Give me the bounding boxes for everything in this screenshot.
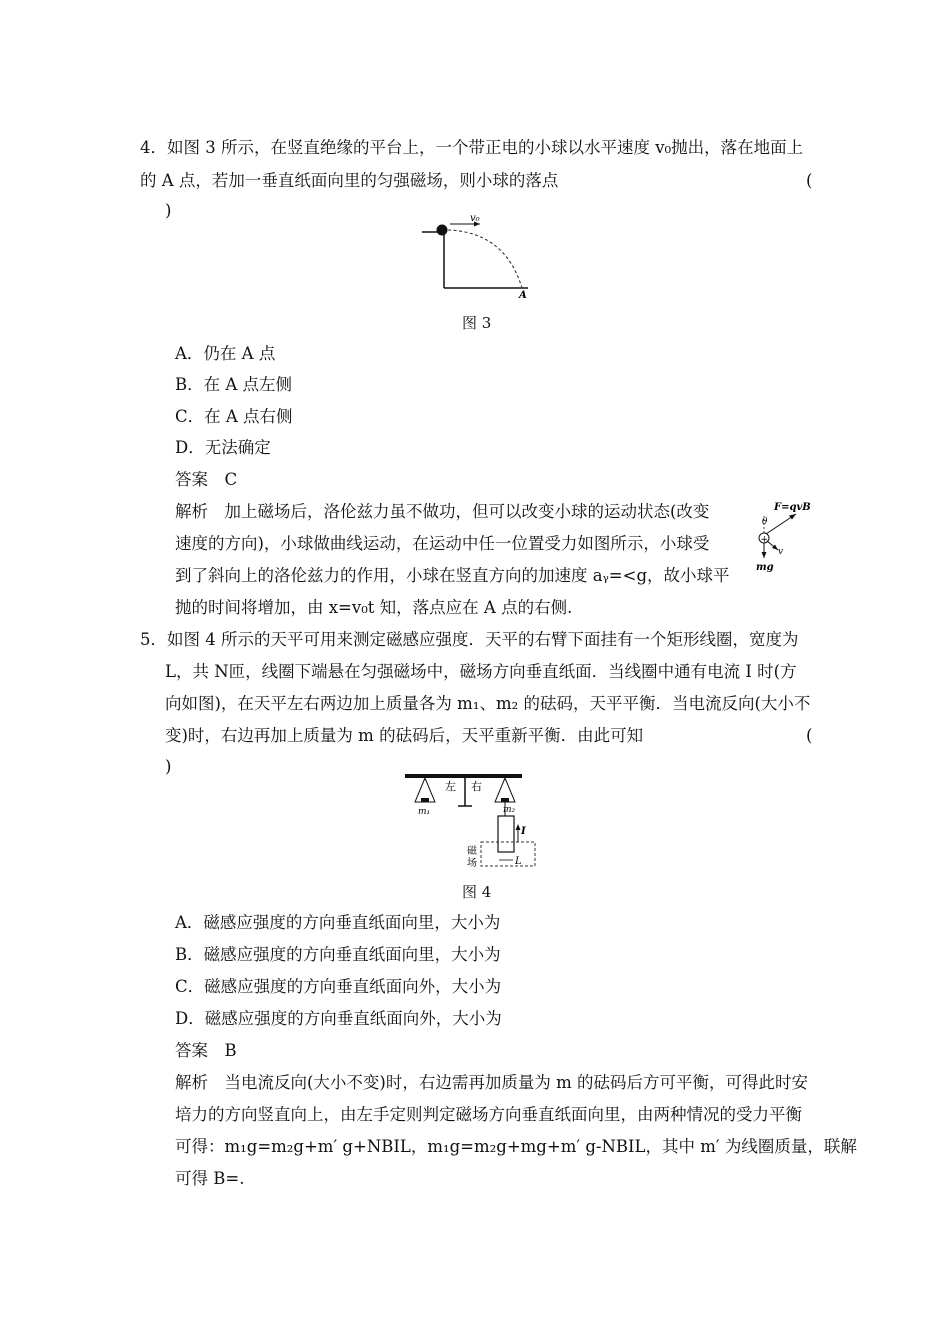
q5-answer: 答案 B [175,1041,237,1060]
q5-stem-line-2: L，共 N匝，线圈下端悬在匀强磁场中，磁场方向垂直纸面．当线圈中通有电流 I 时(方 [165,662,797,681]
q5-analysis-line-2: 培力的方向竖直向上，由左手定则判定磁场方向垂直纸面向里，由两种情况的受力平衡 [175,1105,802,1124]
mass-m2-label: m₂ [503,805,516,815]
mass-m1-label: m₁ [418,807,431,817]
q4-option-b: B．在 A 点左侧 [175,375,293,394]
q5-option-b: B．磁感应强度的方向垂直纸面向里，大小为 [175,945,501,964]
figure-3-projectile-diagram [420,212,540,300]
right-pan-label: 右 [471,780,482,793]
q5-analysis-line-1: 解析 当电流反向(大小不变)时，右边需再加质量为 m 的砝码后方可平衡，可得此时安 [175,1073,809,1092]
q5-analysis-line-4: 可得 B=. [175,1169,245,1188]
q4-analysis-line-2: 速度的方向)，小球做曲线运动，在运动中任一位置受力如图所示，小球受 [175,534,710,553]
force-diagram [752,498,824,578]
figure-3-caption: 图 3 [462,314,492,332]
rectangular-coil [498,816,514,852]
theta-label: θ [762,517,768,527]
q4-answer: 答案 C [175,470,238,489]
q4-analysis-line-4: 抛的时间将增加，由 x=v₀t 知，落点应在 A 点的右侧. [175,598,573,617]
q4-stem-line-1: 4．如图 3 所示，在竖直绝缘的平台上，一个带正电的小球以水平速度 v₀抛出，落在地面上 [140,138,804,157]
q5-paren-close: ) [165,757,172,776]
figure-4-balance-diagram [405,772,545,872]
velocity-label: v [778,547,784,557]
gravity-label: mg [756,562,774,573]
width-label: L [515,856,522,867]
ball [437,225,448,236]
left-pan-label: 左 [445,780,456,793]
q4-option-c: C．在 A 点右侧 [175,407,293,426]
current-label: I [521,826,526,837]
q4-analysis-line-1: 解析 加上磁场后，洛伦兹力虽不做功，但可以改变小球的运动状态(改变 [175,502,710,521]
lorentz-force-label: F=qvB [774,502,811,513]
q4-paren-close: ) [165,201,172,220]
q4-analysis-line-3: 到了斜向上的洛伦兹力的作用，小球在竖直方向的加速度 aᵧ=<g，故小球平 [175,566,730,585]
figure-4-caption: 图 4 [462,883,492,901]
q5-option-c: C．磁感应强度的方向垂直纸面向外，大小为 [175,977,502,996]
q5-stem-line-4: 变)时，右边再加上质量为 m 的砝码后，天平重新平衡．由此可知 [165,726,644,745]
q5-option-a: A．磁感应强度的方向垂直纸面向里，大小为 [175,913,501,932]
q5-stem-line-3: 向如图)，在天平左右两边加上质量各为 m₁、m₂ 的砝码，天平平衡．当电流反向(大小不 [165,694,811,713]
q5-paren-open: ( [806,726,813,745]
q4-option-d: D．无法确定 [175,438,271,457]
field-label-1: 磁 [467,846,477,857]
q5-analysis-line-3: 可得：m₁g=m₂g+m′ g+NBIL，m₁g=m₂g+mg+m′ g-NBIL，其中 m′ 为线圈质量，联解 [175,1137,857,1156]
magnetic-field-region [481,842,535,866]
q4-stem-line-2: 的 A 点，若加一垂直纸面向里的匀强磁场，则小球的落点 [140,171,559,190]
q5-option-d: D．磁感应强度的方向垂直纸面向外，大小为 [175,1009,502,1028]
q4-option-a: A．仍在 A 点 [175,344,276,363]
q4-paren-open: ( [806,171,813,190]
point-a-label: A [519,290,527,300]
field-label-2: 场 [467,858,477,869]
q5-stem-line-1: 5．如图 4 所示的天平可用来测定磁感应强度．天平的右臂下面挂有一个矩形线圈，宽度为 [140,630,799,649]
v0-label: v₀ [470,213,480,224]
charge-plus-sign: + [760,535,769,545]
